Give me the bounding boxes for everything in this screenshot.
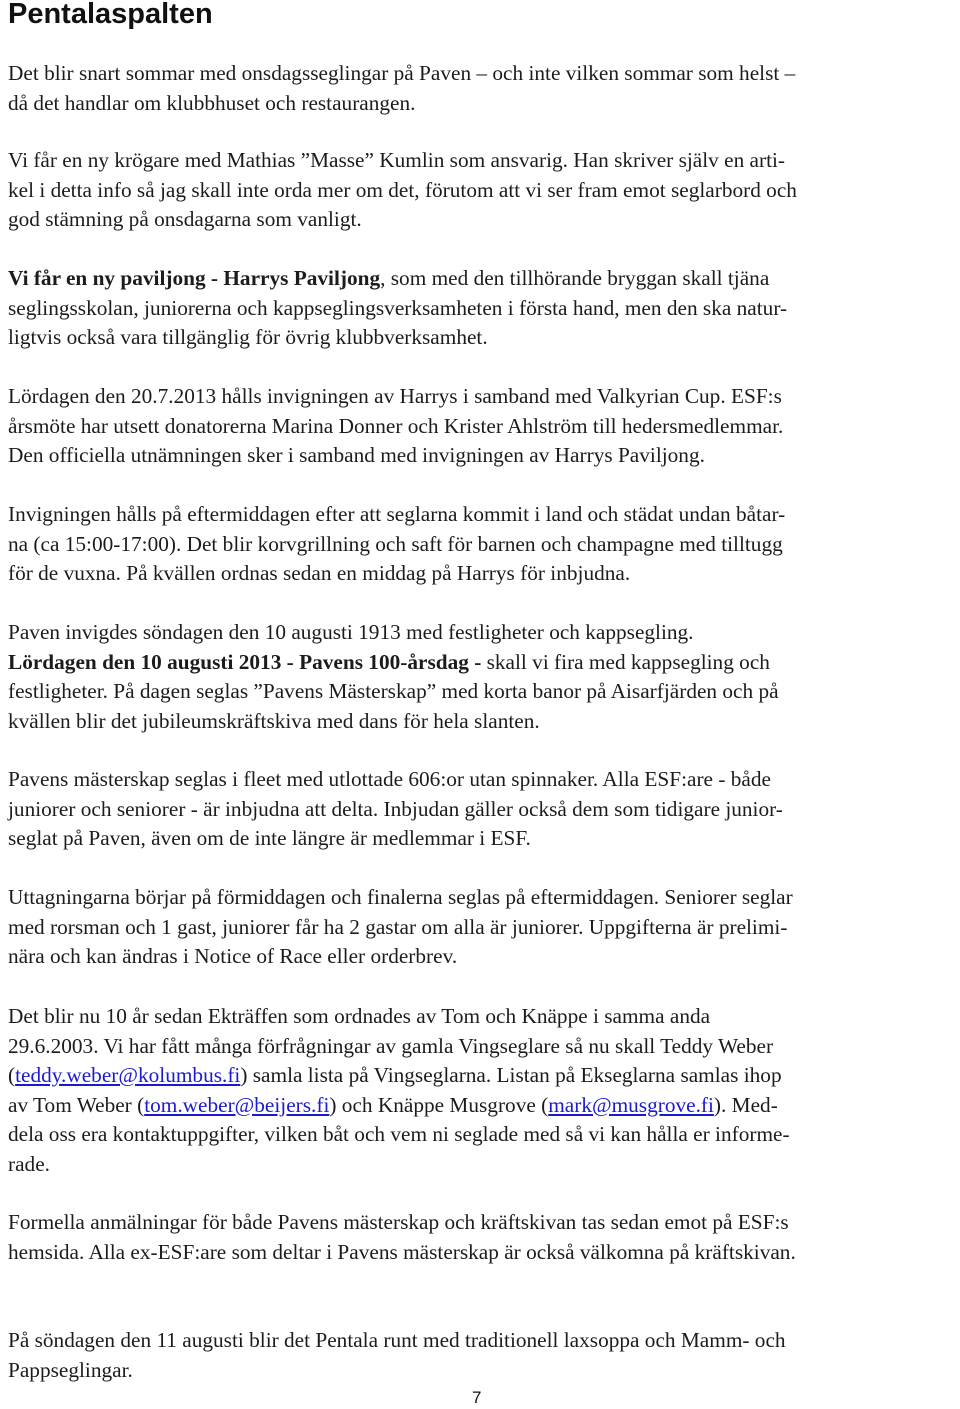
text-line: På söndagen den 11 augusti blir det Pentala runt med traditionell laxsoppa och Mamm- och — [8, 1328, 786, 1352]
text-segment: ) samla lista på Vingseglarna. Listan på Ekseglarna samlas ihop — [240, 1063, 782, 1087]
email-link-mark[interactable]: mark@musgrove.fi — [548, 1092, 714, 1117]
page-number: 7 — [472, 1388, 482, 1407]
text-line: med rorsman och 1 gast, juniorer får ha 2 gastar om alla är juniorer. Uppgifterna är prelimi- — [8, 914, 788, 939]
paragraph-inauguration-date — [8, 382, 958, 471]
text-line: Lördagen den 20.7.2013 hålls invigningen av Harrys i samband med Valkyrian Cup. ESF:s — [8, 384, 782, 408]
text-line — [8, 264, 958, 294]
text-line: 29.6.2003. Vi har fått många förfrågningar av gamla Vingseglare så nu skall Teddy Weber — [8, 1033, 774, 1058]
text-segment: ). Med- — [713, 1092, 778, 1117]
email-link-tom[interactable]: tom.weber@beijers.fi — [144, 1092, 330, 1117]
anniversary-heading: Lördagen den 10 augusti 2013 - Pavens 100-årsdag - — [8, 649, 482, 674]
paragraph-qualifiers — [8, 883, 958, 972]
text-segment: , som med den tillhörande bryggan skall tjäna — [380, 266, 770, 290]
text-line: Det blir snart sommar med onsdagsseglingar på Paven – och inte vilken sommar som helst – — [8, 61, 796, 85]
text-line: Uttagningarna börjar på förmiddagen och finalerna seglas på eftermiddagen. Seniorer seglar — [8, 885, 793, 909]
text-line: då det handlar om klubbhuset och restaurangen. — [8, 90, 416, 115]
text-line: nära och kan ändras i Notice of Race eller orderbrev. — [8, 944, 458, 968]
text-line: årsmöte har utsett donatorerna Marina Donner och Krister Ahlström till hedersmedlemmar. — [8, 413, 784, 438]
text-line: Den officiella utnämningen sker i samband med invigningen av Harrys Paviljong. — [8, 443, 705, 467]
text-line: na (ca 15:00-17:00). Det blir korvgrillning och saft för barnen och champagne med tilltugg — [8, 531, 783, 556]
paragraph-ektraffen — [8, 1002, 958, 1179]
text-line: kvällen blir det jubileumskräftskiva med dans för hela slanten. — [8, 708, 540, 733]
text-line: Pavens mästerskap seglas i fleet med utlottade 606:or utan spinnaker. Alla ESF:are - både — [8, 767, 771, 791]
text-line: Formella anmälningar för både Pavens mästerskap och kräftskivan tas sedan emot på ESF:s — [8, 1210, 789, 1234]
text-line: Pappseglingar. — [8, 1357, 133, 1382]
paragraph-championship — [8, 765, 958, 854]
paragraph-pavilion — [8, 264, 958, 353]
text-line: Vi får en ny krögare med Mathias ”Masse” Kumlin som ansvarig. Han skriver själv en arti- — [8, 148, 786, 172]
text-line: Invigningen hålls på eftermiddagen efter att seglarna kommit i land och städat undan båtar- — [8, 502, 786, 526]
text-line: Det blir nu 10 år sedan Ekträffen som ordnades av Tom och Knäppe i samma anda — [8, 1004, 711, 1028]
text-segment: ) och Knäppe Musgrove ( — [329, 1092, 549, 1117]
text-line: god stämning på onsdagarna som vanligt. — [8, 207, 362, 231]
text-segment: av Tom Weber ( — [8, 1092, 145, 1117]
text-segment: ( — [8, 1063, 16, 1087]
paragraph-inauguration-details — [8, 500, 958, 589]
text-line: hemsida. Alla ex-ESF:are som deltar i Pavens mästerskap är också välkomna på kräftskivan. — [8, 1239, 796, 1264]
text-line: kel i detta info så jag skall inte orda mer om det, förutom att vi ser fram emot seglarbord och — [8, 177, 797, 202]
text-line: ligtvis också vara tillgänglig för övrig klubbverksamhet. — [8, 325, 488, 349]
text-line: festligheter. På dagen seglas ”Pavens Mästerskap” med korta banor på Aisarfjärden och på — [8, 679, 779, 703]
text-line — [8, 648, 958, 678]
text-line: seglat på Paven, även om de inte längre är medlemmar i ESF. — [8, 826, 531, 850]
text-line — [8, 1091, 958, 1121]
text-line: för de vuxna. På kvällen ordnas sedan en middag på Harrys för inbjudna. — [8, 561, 631, 585]
text-segment: skall vi fira med kappsegling och — [481, 649, 770, 674]
text-line: dela oss era kontaktuppgifter, vilken båt och vem ni seglade med så vi kan hålla er informe- — [8, 1122, 790, 1146]
paragraph-restaurant — [8, 146, 958, 235]
pavilion-heading: Vi får en ny paviljong - Harrys Paviljong — [8, 266, 381, 290]
paragraph-registration — [8, 1208, 958, 1267]
text-line: rade. — [8, 1151, 50, 1176]
paragraph-intro — [8, 59, 958, 118]
text-line: seglingsskolan, juniorerna och kappseglingsverksamheten i första hand, men den ska natur- — [8, 295, 788, 320]
email-link-teddy[interactable]: teddy.weber@kolumbus.fi — [15, 1063, 241, 1087]
text-line — [8, 1061, 958, 1091]
text-line: juniorer och seniorer - är inbjudna att delta. Inbjudan gäller också dem som tidigare junior- — [8, 796, 783, 821]
paragraph-pentala-runt — [8, 1326, 958, 1385]
paragraph-anniversary — [8, 618, 958, 736]
page-title: Pentalaspalten — [8, 0, 213, 30]
text-line: Paven invigdes söndagen den 10 augusti 1913 med festligheter och kappsegling. — [8, 620, 694, 644]
